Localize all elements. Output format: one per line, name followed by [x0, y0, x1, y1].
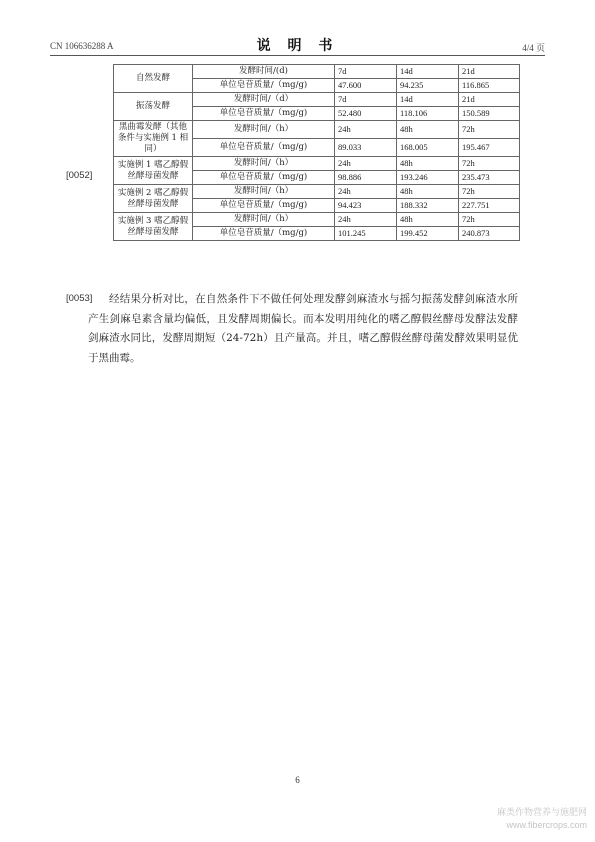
value-cell: 199.452: [397, 227, 459, 241]
table-row: [114, 93, 520, 107]
value-cell: 52.480: [335, 107, 397, 121]
value-cell: 72h: [459, 157, 520, 171]
value-cell: 72h: [459, 121, 520, 139]
row-label-cell: 单位皂苷质量/（mg/g): [193, 107, 335, 121]
header-patent-number: CN 106636288 A: [50, 41, 114, 51]
group-name-cell: 振荡发酵: [114, 93, 193, 121]
value-cell: 14d: [397, 65, 459, 79]
row-label-cell: 单位皂苷质量/（mg/g): [193, 139, 335, 157]
value-cell: 48h: [397, 157, 459, 171]
value-cell: 188.332: [397, 199, 459, 213]
value-cell: 7d: [335, 93, 397, 107]
value-cell: 21d: [459, 65, 520, 79]
value-cell: 89.033: [335, 139, 397, 157]
value-cell: 24h: [335, 157, 397, 171]
value-cell: 24h: [335, 121, 397, 139]
value-cell: 227.751: [459, 199, 520, 213]
value-cell: 72h: [459, 213, 520, 227]
watermark-url: www.fibercrops.com: [506, 820, 587, 830]
value-cell: 47.600: [335, 79, 397, 93]
row-label-cell: 发酵时间/（h）: [193, 213, 335, 227]
value-cell: 240.873: [459, 227, 520, 241]
value-cell: 101.245: [335, 227, 397, 241]
value-cell: 48h: [397, 213, 459, 227]
header-rule: [50, 55, 545, 56]
value-cell: 193.246: [397, 171, 459, 185]
value-cell: 48h: [397, 121, 459, 139]
group-name-cell: 黑曲霉发酵（其他条件与实施例 1 相同）: [114, 121, 193, 157]
paragraph-tag-0053: [0053]: [66, 293, 93, 304]
conclusion-paragraph: 经结果分析对比，在自然条件下不做任何处理发酵剑麻渣水与摇匀振荡发酵剑麻渣水所产生剑麻皂素含量均偏低，且发酵周期偏长。而本发明用纯化的嗜乙醇假丝酵母发酵法发酵剑麻渣水同比，发酵周期短（24-72h）且产量高。并且，嗜乙醇假丝酵母菌发酵效果明显优于黑曲霉。: [88, 293, 518, 364]
value-cell: 168.005: [397, 139, 459, 157]
value-cell: 24h: [335, 185, 397, 199]
row-label-cell: 发酵时间/（d）: [193, 93, 335, 107]
row-label-cell: 单位皂苷质量/（mg/g): [193, 171, 335, 185]
row-label-cell: 发酵时间/（h）: [193, 121, 335, 139]
header-title: 说 明 书: [256, 38, 339, 54]
value-cell: 24h: [335, 213, 397, 227]
value-cell: 21d: [459, 93, 520, 107]
header-page-info: 4/4 页: [522, 43, 545, 53]
value-cell: 7d: [335, 65, 397, 79]
value-cell: 195.467: [459, 139, 520, 157]
value-cell: 98.886: [335, 171, 397, 185]
value-cell: 48h: [397, 185, 459, 199]
table-row: [114, 185, 520, 199]
row-label-cell: 单位皂苷质量/（mg/g): [193, 199, 335, 213]
table-row: [114, 213, 520, 227]
group-name-cell: 自然发酵: [114, 65, 193, 93]
fermentation-results-table: [113, 64, 520, 241]
watermark: [497, 806, 587, 832]
value-cell: 14d: [397, 93, 459, 107]
value-cell: 150.589: [459, 107, 520, 121]
row-label-cell: 发酵时间/(d): [193, 65, 335, 79]
table-row: [114, 65, 520, 79]
page-number: 6: [295, 775, 300, 785]
value-cell: 72h: [459, 185, 520, 199]
row-label-cell: 发酵时间/（h）: [193, 185, 335, 199]
value-cell: 116.865: [459, 79, 520, 93]
row-label-cell: 单位皂苷质量/（mg/g): [193, 227, 335, 241]
paragraph-tag-0052: [0052]: [66, 170, 93, 181]
group-name-cell: 实施例 1 嗜乙醇假丝酵母菌发酵: [114, 157, 193, 185]
group-name-cell: 实施例 2 嗜乙醇假丝酵母菌发酵: [114, 185, 193, 213]
value-cell: 94.423: [335, 199, 397, 213]
value-cell: 235.473: [459, 171, 520, 185]
table-row: [114, 121, 520, 139]
watermark-site-name: 麻类作物营养与施肥网: [496, 807, 587, 817]
table-row: [114, 157, 520, 171]
row-label-cell: 发酵时间/（h）: [193, 157, 335, 171]
value-cell: 94.235: [397, 79, 459, 93]
group-name-cell: 实施例 3 嗜乙醇假丝酵母菌发酵: [114, 213, 193, 241]
value-cell: 118.106: [397, 107, 459, 121]
row-label-cell: 单位皂苷质量/（mg/g): [193, 79, 335, 93]
